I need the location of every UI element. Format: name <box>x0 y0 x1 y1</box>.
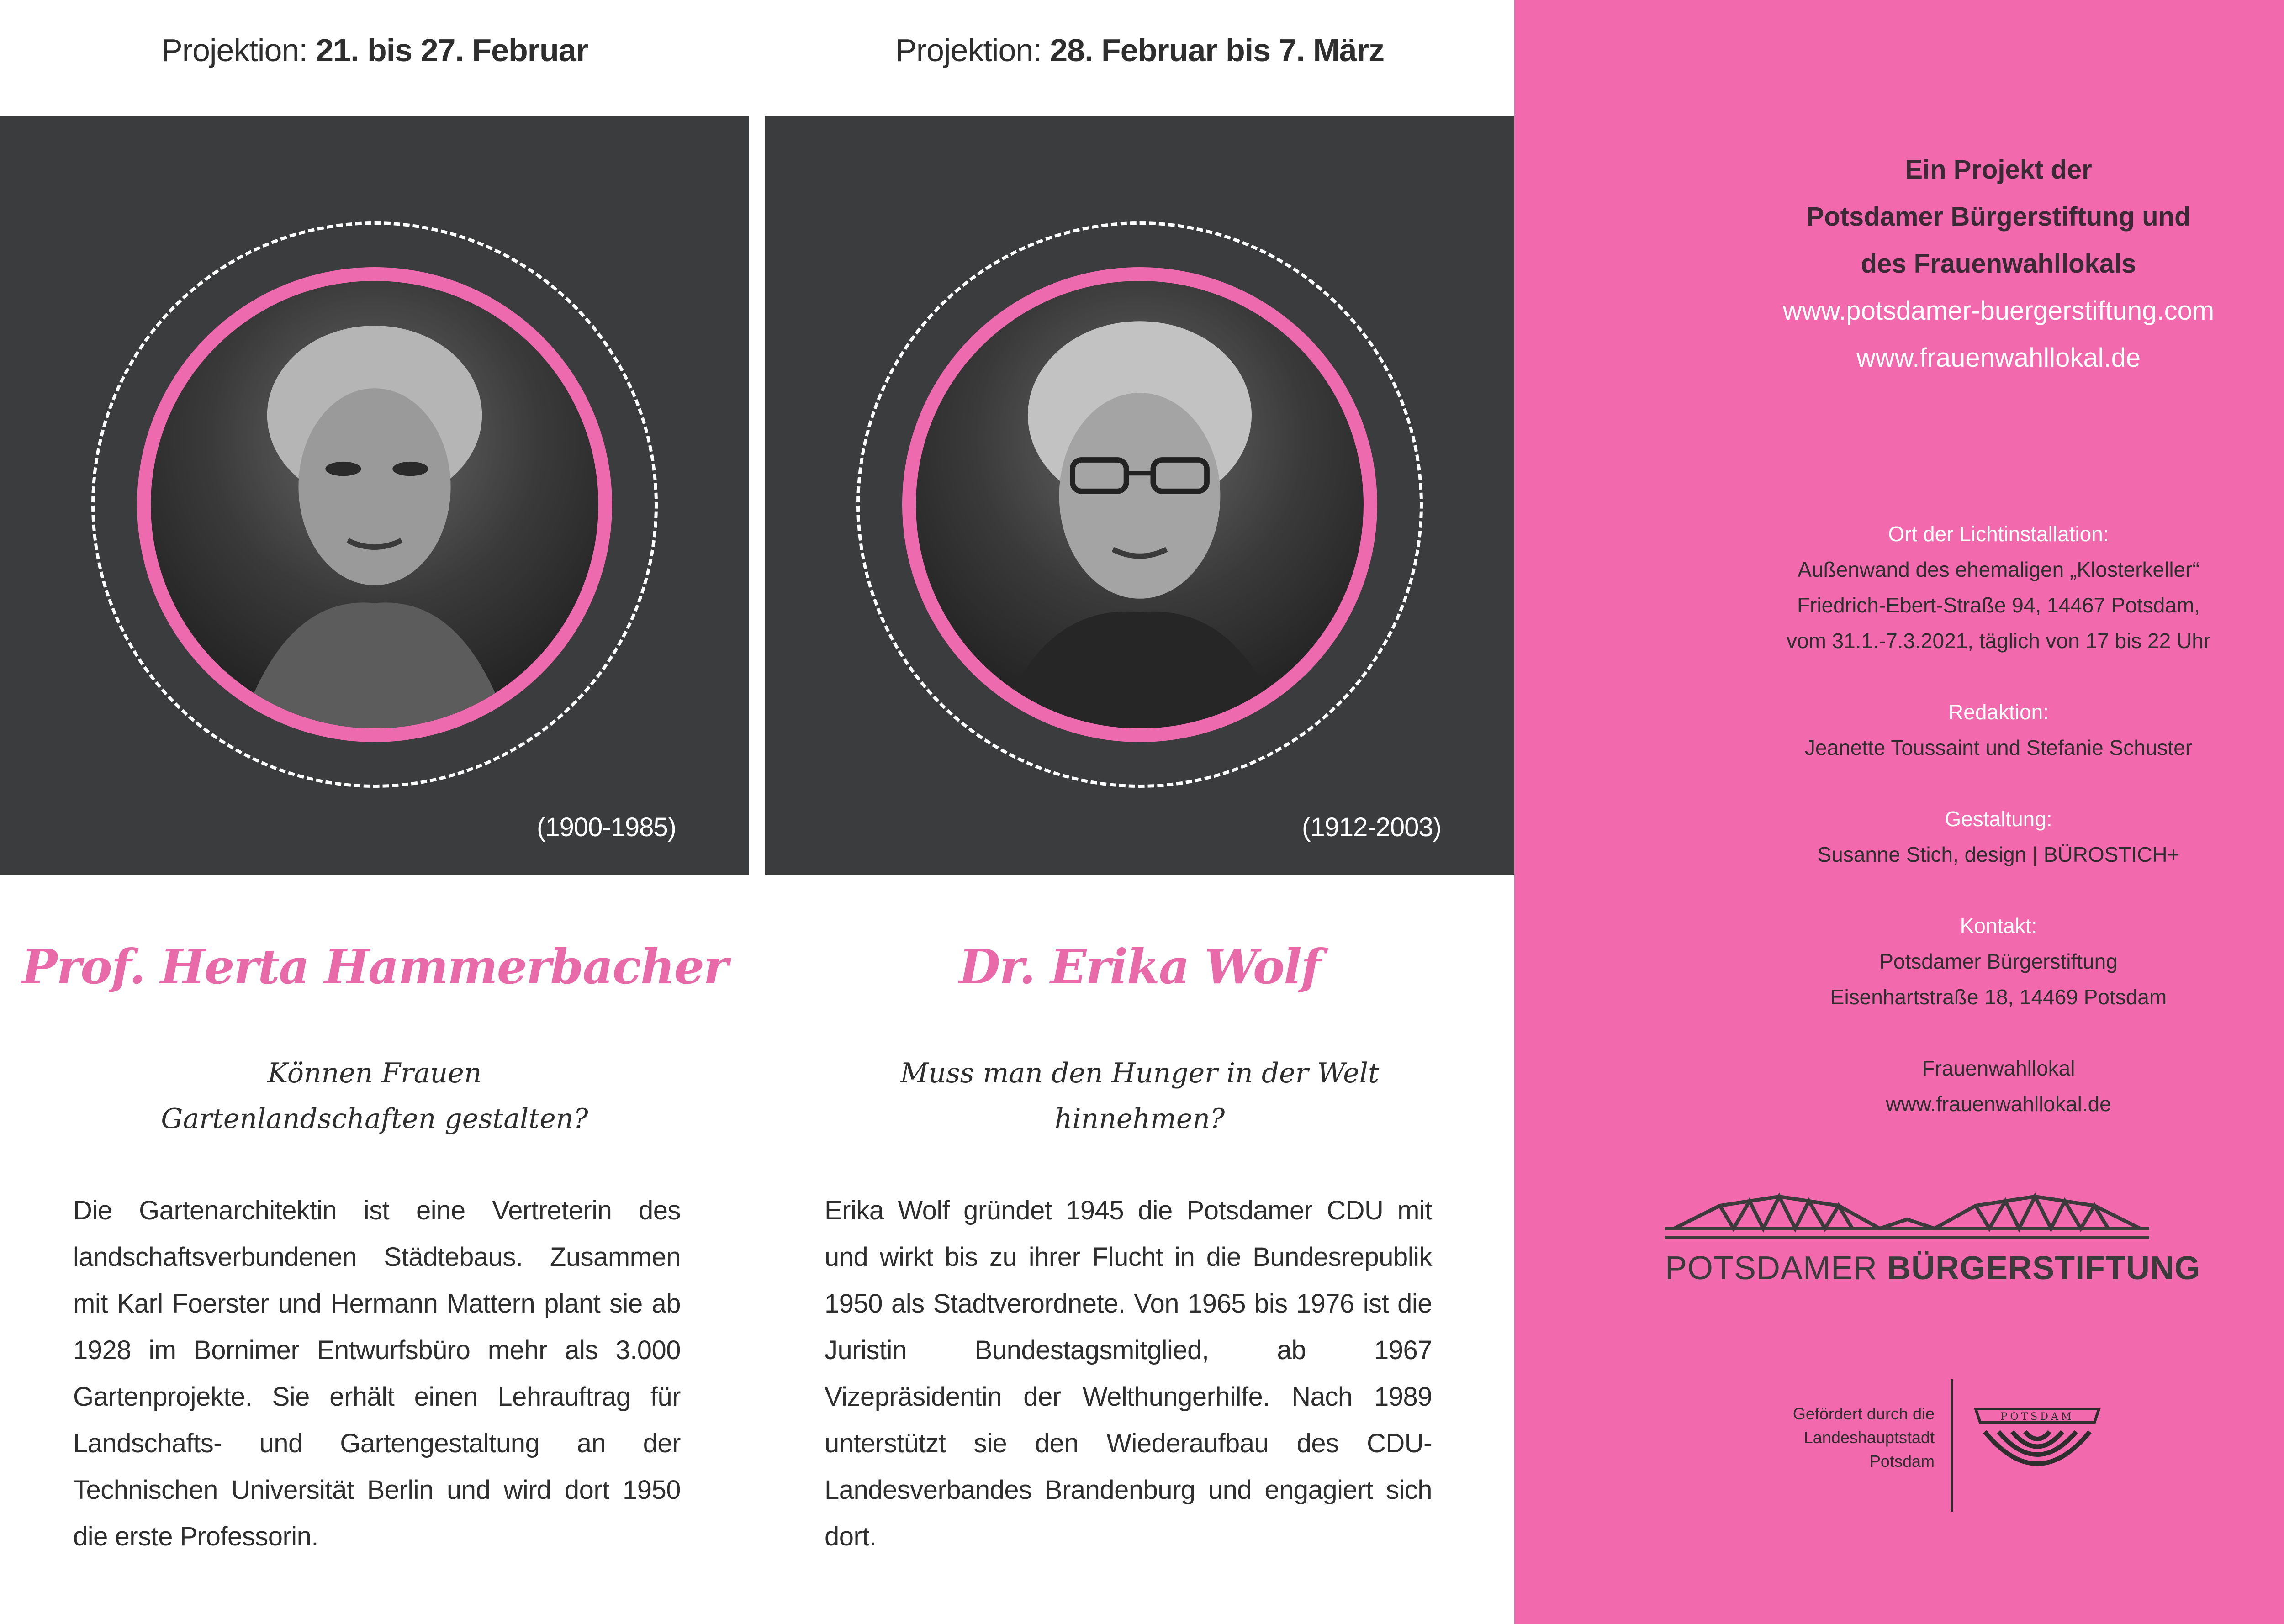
contact-line-4[interactable]: www.frauenwahllokal.de <box>1886 1092 2111 1116</box>
question-2-line1: Muss man den Hunger in der Welt <box>900 1057 1380 1089</box>
pink-ring-1 <box>137 267 612 742</box>
details-block <box>1587 516 2284 1122</box>
question-1-line2: Gartenlandschaften gestalten? <box>161 1103 588 1135</box>
bio-text-1: Die Gartenarchitektin ist eine Vertreterin des landschaftsverbundenen Städtebaus. Zusammen mit Karl Foerster und Hermann Mattern plant sie ab 1928 im Bornimer Entwurfsbüro mehr als 3.000 Gartenprojekte. Sie erhält einen Lehrauftrag für Landschafts- und Gartengestaltung an der Technischen Universität Berlin und wird dort 1950 die erste Professorin. <box>73 1196 681 1551</box>
pink-ring-2 <box>902 267 1377 742</box>
potsdam-seal-text: POTSDAM <box>2000 1411 2074 1423</box>
portrait-panel-1 <box>0 116 749 875</box>
location-line-3: vom 31.1.-7.3.2021, täglich von 17 bis 22 Uhr <box>1786 629 2211 653</box>
info-panel <box>1514 0 2284 1624</box>
logo-wordmark <box>1665 1250 2201 1287</box>
buergerstiftung-logo <box>1665 1187 2201 1287</box>
contact-line-1: Potsdamer Bürgerstiftung <box>1879 949 2118 973</box>
sponsor-line-2: Landeshauptstadt <box>1803 1428 1935 1447</box>
years-label-1: (1900-1985) <box>537 812 676 842</box>
project-line-3: des Frauenwahllokals <box>1861 249 2136 279</box>
design-value: Susanne Stich, design | BÜROSTICH+ <box>1817 843 2180 866</box>
projection-heading-2 <box>765 32 1514 69</box>
project-line-2: Potsdamer Bürgerstiftung und <box>1806 202 2191 232</box>
editorial-value: Jeanette Toussaint und Stefanie Schuster <box>1804 736 2193 759</box>
contact-line-2: Eisenhartstraße 18, 14469 Potsdam <box>1830 985 2167 1009</box>
project-url-1[interactable]: www.potsdamer-buergerstiftung.com <box>1782 296 2215 326</box>
location-line-1: Außenwand des ehemaligen „Klosterkeller“ <box>1798 558 2199 581</box>
sponsor-line-3: Potsdam <box>1869 1452 1935 1471</box>
years-label-2: (1912-2003) <box>1302 812 1441 842</box>
location-label: Ort der Lichtinstallation: <box>1888 522 2109 546</box>
contact-label: Kontakt: <box>1960 914 2037 938</box>
bridge-icon <box>1665 1187 2149 1247</box>
projection-dates-2: 28. Februar bis 7. März <box>1050 32 1384 68</box>
editorial-label: Redaktion: <box>1948 700 2049 724</box>
portrait-photo-hammerbacher <box>151 281 598 728</box>
projection-label-2: Projektion: <box>895 32 1042 68</box>
portrait-panel-2 <box>765 116 1514 875</box>
question-1-line1: Können Frauen <box>267 1057 482 1089</box>
project-url-2[interactable]: www.frauenwahllokal.de <box>1856 343 2141 373</box>
person-name-2: Dr. Erika Wolf <box>959 939 1321 995</box>
projection-heading-1 <box>0 32 749 69</box>
location-line-2: Friedrich-Ebert-Straße 94, 14467 Potsdam, <box>1797 593 2200 617</box>
project-line-1: Ein Projekt der <box>1905 155 2092 185</box>
design-label: Gestaltung: <box>1945 807 2052 831</box>
project-info <box>1587 146 2284 381</box>
projection-label-1: Projektion: <box>161 32 307 68</box>
sponsor-text <box>1715 1402 1935 1473</box>
question-2-line2: hinnehmen? <box>1054 1103 1225 1135</box>
sponsor-block <box>1715 1379 2172 1512</box>
portrait-photo-wolf <box>916 281 1364 728</box>
logo-text-bold: BÜRGERSTIFTUNG <box>1887 1250 2201 1287</box>
logo-text-regular: POTSDAMER <box>1665 1250 1887 1287</box>
question-2 <box>765 1050 1514 1142</box>
projection-dates-1: 21. bis 27. Februar <box>316 32 588 68</box>
question-1 <box>0 1050 749 1142</box>
person-name-1: Prof. Herta Hammerbacher <box>21 939 728 995</box>
contact-line-3: Frauenwahllokal <box>1922 1056 2075 1080</box>
sponsor-line-1: Gefördert durch die <box>1792 1404 1935 1423</box>
potsdam-city-logo-icon <box>1971 1404 2104 1487</box>
bio-text-2: Erika Wolf gründet 1945 die Potsdamer CDU mit und wirkt bis zu ihrer Flucht in die Bundesrepublik 1950 als Stadtverordnete. Von 1965 bis 1976 ist die Juristin Bundestagsmitglied, ab 1967 Vizepräsidentin der Welthungerhilfe. Nach 1989 unterstützt sie den Wiederaufbau des CDU-Landesverbandes Brandenburg und engagiert sich dort. <box>825 1196 1432 1551</box>
sponsor-divider <box>1951 1379 1953 1512</box>
